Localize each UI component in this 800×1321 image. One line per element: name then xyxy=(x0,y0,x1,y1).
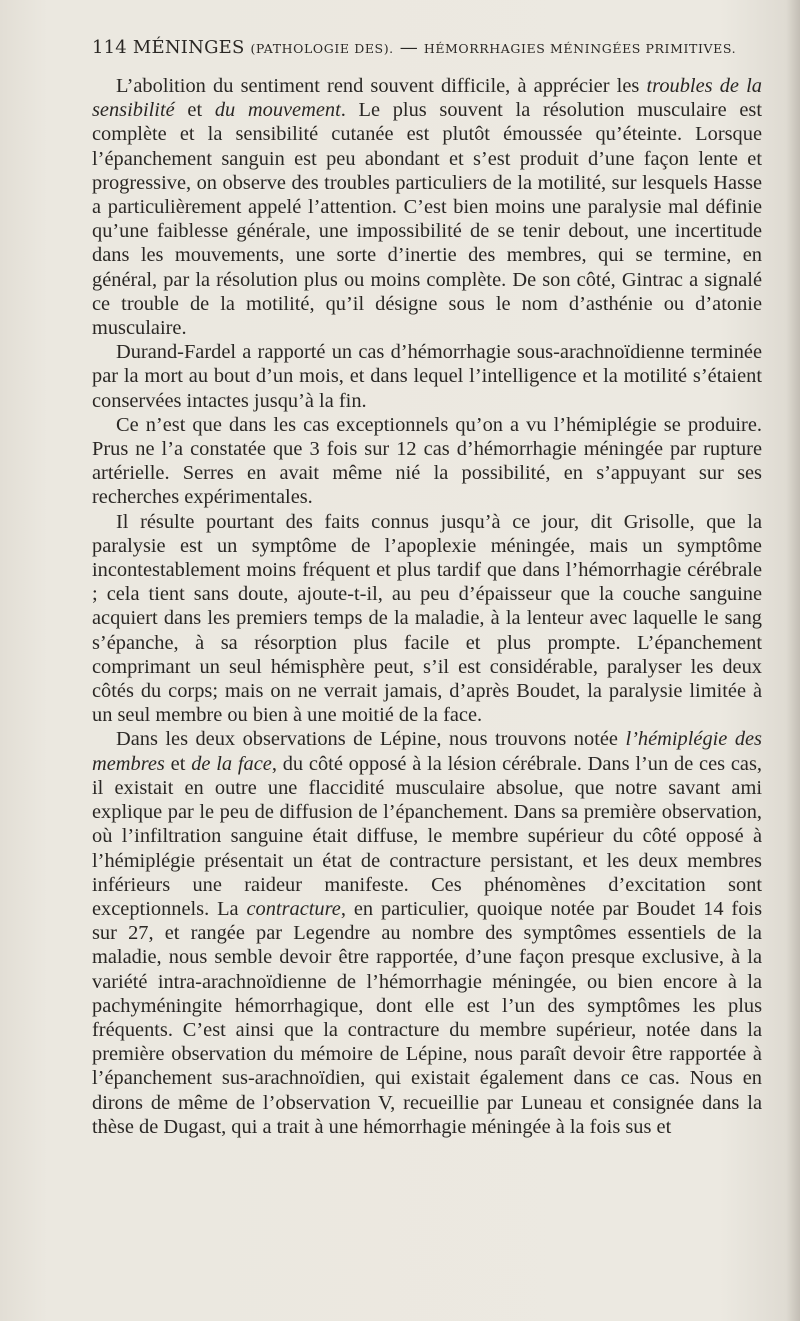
italic-text: du mouvement xyxy=(214,99,341,122)
body-text xyxy=(92,74,762,1139)
page-number: 114 xyxy=(92,37,127,58)
paragraph-1 xyxy=(92,74,762,340)
paragraph-text: , du côté opposé à la lésion cérébrale. Dans l’un de ces cas, il existait en outre une flaccidité musculaire absolue, que notre savant ami explique par le peu de diffusion de l’épanchement. Dans sa première observation, où l’infiltration sanguine était diffuse, le membre supérieur du côté opposé à l’hémiplégie présentait un état de contracture persistant, et les deux membres inférieurs une raideur manifeste. Ces phénomènes d’excitation sont exceptionnels. La xyxy=(92,752,762,920)
paragraph-3: Ce n’est que dans les cas exceptionnels qu’on a vu l’hémiplégie se produire. Prus ne l’a constatée que 3 fois sur 12 cas d’hémorrhagie méningée par rupture artérielle. Serres en avait même nié la possibilité, en s’appuyant sur ses recherches expérimentales. xyxy=(92,413,762,509)
italic-text: contracture xyxy=(246,897,341,920)
header-section: HÉMORRHAGIES MÉNINGÉES PRIMITIVES. xyxy=(423,41,737,56)
paragraph-text: L’abolition du sentiment rend souvent difficile, à apprécier les xyxy=(116,75,647,97)
header-title: MÉNINGES xyxy=(132,37,245,58)
italic-text: l’hémiplégie des membres xyxy=(92,728,762,775)
paragraph-text: et xyxy=(174,99,215,122)
paragraph-4: Il résulte pourtant des faits connus jusqu’à ce jour, dit Grisolle, que la paralysie est un symptôme de l’apoplexie méningée, mais un symptôme incontestablement moins fréquent et plus tardif que dans l’hémorrhagie cérébrale ; cela tient sans doute, ajoute-t-il, au peu d’épaisseur que la couche sanguine acquiert dans les premiers temps de la maladie, à la lenteur avec laquelle le sang s’épanche, à sa résorption plus facile et plus prompte. L’épanchement comprimant un seul hémisphère peut, s’il est considérable, paralyser les deux côtés du corps; mais on ne verrait jamais, d’après Boudet, la paralysie limitée à un seul membre ou bien à une moitié de la face. xyxy=(92,510,762,727)
italic-text: de la face xyxy=(191,752,272,775)
paragraph-text: . Le plus souvent la résolution musculaire est complète et la sensibilité cutanée est plutôt émoussée qu’éteinte. Lorsque l’épanchement sanguin est peu abondant et s’est produit d’une façon lente et progressive, on observe des troubles particuliers de la motilité, sur lesquels Hasse a particulièrement appelé l’attention. C’est bien moins une paralysie mal définie qu’une faiblesse générale, une impossibilité de se tenir debout, une incertitude dans les mouvements, une sorte d’inertie des membres, qui se termine, en général, par la résolution plus ou moins complète. De son côté, Gintrac a signalé ce trouble de la motilité, qu’il désigne sous le nom d’asthénie ou d’atonie musculaire. xyxy=(92,99,762,340)
header-dash: — xyxy=(399,37,418,58)
page-gutter-shadow xyxy=(786,0,800,1321)
header-subtitle: (PATHOLOGIE DES). xyxy=(250,41,394,56)
running-header xyxy=(92,36,782,61)
italic-text: troubles de la sensibilité xyxy=(92,75,762,122)
paragraph-2: Durand-Fardel a rapporté un cas d’hémorrhagie sous-arachnoïdienne terminée par la mort au bout d’un mois, et dans lequel l’intelligence et la motilité s’étaient conservées intactes jusqu’à la fin. xyxy=(92,341,762,412)
paragraph-text: , en particulier, quoique notée par Boudet 14 fois sur 27, et rangée par Legendre au nombre des symptômes essentiels de la maladie, nous semble devoir être rapportée, d’une façon presque exclusive, à la variété intra-arachnoïdienne de l’hémorrhagie méningée, ou bien encore à la pachyméningite hémorrhagique, dont elle est l’un des symptômes les plus fréquents. C’est ainsi que la contracture du membre supérieur, notée dans la première observation du mémoire de Lépine, nous paraît devoir être rapportée à l’épanchement sus-arachnoïdien, qui existait également dans ce cas. Nous en dirons de même de l’observation V, recueillie par Luneau et consignée dans la thèse de Dugast, qui a trait à une hémorrhagie méningée à la fois sus et xyxy=(92,897,762,1138)
paragraph-5 xyxy=(92,727,762,1138)
paragraph-text: Dans les deux observations de Lépine, nous trouvons notée xyxy=(116,728,626,751)
paragraph-text: et xyxy=(164,752,192,775)
